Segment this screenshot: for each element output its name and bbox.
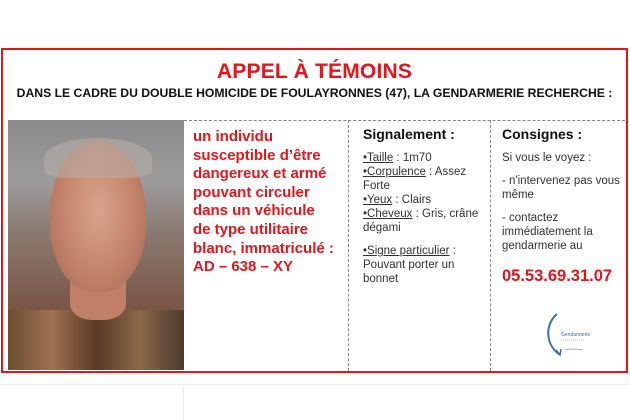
item-value: : Assez Forte: [363, 166, 467, 192]
suspect-description: [193, 128, 353, 277]
signalement-heading: Signalement :: [363, 126, 455, 142]
suspect-photo: [8, 120, 184, 370]
phone-number: 05.53.69.31.07: [502, 267, 613, 285]
item-value: : Gris, crâne dégami: [363, 208, 479, 234]
description-line: pouvant circuler: [193, 183, 310, 201]
witness-appeal-poster: [1, 48, 628, 373]
item-label: •Cheveux: [363, 208, 413, 220]
consignes-step: - contactez immédiatement la gendarmerie au: [502, 212, 593, 252]
consignes-intro: Si vous le voyez :: [502, 152, 592, 164]
consignes-section: [502, 126, 627, 286]
divider: [183, 386, 184, 420]
item-label: •Signe particulier: [363, 245, 450, 257]
gendarmerie-logo: [543, 308, 593, 358]
signalement-item: [363, 151, 488, 165]
description-line: un individu: [193, 128, 273, 145]
description-line: blanc, immatriculé :: [193, 239, 334, 257]
signalement-item: [363, 207, 488, 235]
item-value: : Clairs: [392, 194, 432, 206]
signe-particulier: [363, 244, 458, 286]
divider: [0, 384, 630, 385]
consignes-heading: Consignes :: [502, 126, 583, 142]
description-line: de type utilitaire: [193, 220, 309, 238]
signalement-section: [363, 126, 488, 286]
description-line: dans un véhicule: [193, 202, 315, 220]
signalement-item: [363, 165, 488, 193]
license-plate: AD – 638 – XY: [193, 258, 294, 276]
item-value: : Pouvant porter un bonnet: [363, 245, 456, 285]
item-label: •Taille: [363, 152, 394, 164]
description-line: dangereux et armé: [193, 165, 327, 183]
svg-text:Gendarmerie: Gendarmerie: [561, 332, 591, 338]
poster-subtitle: DANS LE CADRE DU DOUBLE HOMICIDE DE FOULAYRONNES (47), LA GENDARMERIE RECHERCHE :: [16, 86, 613, 100]
signalement-item: [363, 193, 488, 207]
poster-title: APPEL À TÉMOINS: [216, 60, 413, 83]
consignes-step: - n'intervenez pas vous même: [502, 175, 620, 201]
divider: [184, 120, 625, 121]
description-line: susceptible d’être: [193, 146, 321, 164]
item-value: : 1m70: [393, 152, 432, 164]
item-label: •Corpulence: [363, 166, 426, 178]
item-label: •Yeux: [363, 194, 393, 206]
divider: [490, 120, 491, 371]
